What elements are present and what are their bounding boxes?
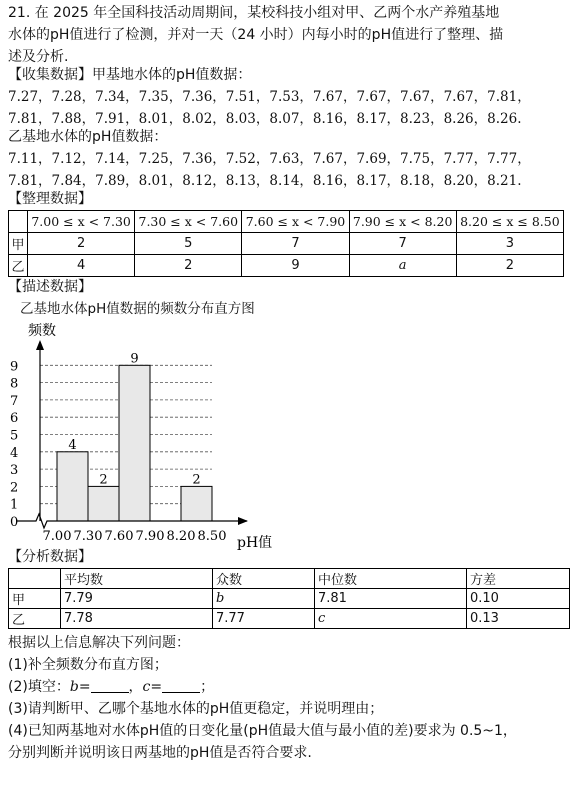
statistics-table xyxy=(8,568,570,629)
column-header: 中位数 xyxy=(315,569,467,589)
blank-b-input[interactable] xyxy=(91,678,129,693)
table-cell-unknown-b: b xyxy=(213,589,315,609)
describe-heading: 【描述数据】 xyxy=(8,279,92,295)
semicolon: ； xyxy=(200,679,215,695)
question-3: (3)请判断甲、乙哪个基地水体的pH值更稳定，并说明理由； xyxy=(8,701,384,717)
table-cell-unknown-c: c xyxy=(315,609,467,629)
table-cell: 9 xyxy=(242,255,349,277)
table-cell: 0.10 xyxy=(467,589,570,609)
question-1: (1)补全频数分布直方图； xyxy=(8,657,168,673)
x-tick-label: 7.60 xyxy=(104,529,134,544)
interval-header: 7.90 ≤ x < 8.20 xyxy=(349,211,456,233)
x-axis-arrow xyxy=(238,517,248,525)
y-tick-label: 5 xyxy=(10,428,19,444)
stem-line-1: 21. 在 2025 年全国科技活动周期间，某校科技小组对甲、乙两个水产养殖基地 xyxy=(8,5,500,21)
table-corner-cell xyxy=(9,569,61,589)
table-cell: 4 xyxy=(28,255,135,277)
histogram-bar xyxy=(119,365,150,521)
table-cell: 2 xyxy=(135,255,242,277)
interval-header: 7.00 ≤ x < 7.30 xyxy=(28,211,135,233)
var-c: c xyxy=(142,679,151,695)
table-cell: 2 xyxy=(28,233,135,255)
comma: ， xyxy=(128,679,143,695)
table-cell: 7 xyxy=(242,233,349,255)
table-cell: 7.77 xyxy=(213,609,315,629)
x-axis-label: pH值 xyxy=(237,535,273,551)
equals-sign: = xyxy=(78,679,91,695)
row-label: 甲 xyxy=(9,233,28,255)
y-tick-label: 9 xyxy=(10,359,19,375)
table-cell: 7.79 xyxy=(61,589,213,609)
column-header: 平均数 xyxy=(61,569,213,589)
table-row-yi xyxy=(9,255,564,277)
y-tick-label: 3 xyxy=(10,463,19,479)
x-tick-label: 8.20 xyxy=(166,529,196,544)
y-tick-label: 4 xyxy=(10,445,19,461)
interval-header: 7.60 ≤ x < 7.90 xyxy=(242,211,349,233)
blank-c-input[interactable] xyxy=(162,678,200,693)
x-tick-label: 7.90 xyxy=(135,529,165,544)
table-cell: 5 xyxy=(135,233,242,255)
interval-header: 7.30 ≤ x < 7.60 xyxy=(135,211,242,233)
column-header: 方差 xyxy=(467,569,570,589)
x-tick-label: 8.50 xyxy=(197,529,227,544)
bar-value-label: 2 xyxy=(192,472,201,488)
row-label: 乙 xyxy=(9,609,61,629)
bar-value-label: 4 xyxy=(68,437,77,453)
column-header: 众数 xyxy=(213,569,315,589)
chart-title: 乙基地水体pH值数据的频数分布直方图 xyxy=(20,301,255,317)
y-axis-label: 频数 xyxy=(28,323,56,339)
data-a-row-1: 7.27，7.28，7.34，7.35，7.36，7.51，7.53，7.67，7.67，7.67，7.67，7.81， xyxy=(8,89,531,105)
y-axis-arrow xyxy=(36,340,44,350)
y-tick-label: 1 xyxy=(10,497,19,513)
histogram-chart xyxy=(0,312,300,562)
question-4-line-1: (4)已知两基地对水体pH值的日变化量(pH值最大值与最小值的差)要求为 0.5~1， xyxy=(8,723,517,739)
table-cell-unknown-a: a xyxy=(349,255,456,277)
question-2 xyxy=(8,676,214,698)
analyze-heading: 【分析数据】 xyxy=(8,549,92,565)
stem-line-3: 述及分析. xyxy=(8,49,69,65)
data-a-row-2: 7.81，7.88，7.91，8.01，8.02，8.03，8.07，8.16，8.17，8.23，8.26，8.26. xyxy=(8,111,522,127)
table-cell: 7 xyxy=(349,233,456,255)
y-tick-label: 6 xyxy=(10,411,19,427)
organize-heading: 【整理数据】 xyxy=(8,191,92,207)
question-4-line-2: 分别判断并说明该日两基地的pH值是否符合要求. xyxy=(8,745,312,761)
table-cell: 0.13 xyxy=(467,609,570,629)
questions-intro: 根据以上信息解决下列问题： xyxy=(8,635,190,651)
table-cell: 7.81 xyxy=(315,589,467,609)
histogram-bar xyxy=(181,486,212,521)
y-tick-label: 2 xyxy=(10,480,19,496)
histogram-bar xyxy=(57,452,88,521)
interval-header: 8.20 ≤ x ≤ 8.50 xyxy=(456,211,563,233)
row-label: 甲 xyxy=(9,589,61,609)
question-2-prefix: (2)填空： xyxy=(8,679,70,695)
collect-heading-b: 乙基地水体的pH值数据： xyxy=(8,129,168,145)
y-tick-label: 7 xyxy=(10,393,19,409)
table-row-jia xyxy=(9,589,570,609)
stem-line-2: 水体的pH值进行了检测，并对一天（24 小时）内每小时的pH值进行了整理、描 xyxy=(8,27,504,43)
frequency-table xyxy=(8,210,564,277)
y-tick-label: 8 xyxy=(10,376,19,392)
bar-value-label: 9 xyxy=(130,351,139,367)
table-corner-cell xyxy=(9,211,28,233)
table-cell: 7.78 xyxy=(61,609,213,629)
collect-heading-a: 【收集数据】甲基地水体的pH值数据： xyxy=(8,67,252,83)
x-tick-label: 7.00 xyxy=(42,529,72,544)
row-label: 乙 xyxy=(9,255,28,277)
table-cell: 3 xyxy=(456,233,563,255)
statistics-table-header xyxy=(9,569,570,589)
y-tick-label: 0 xyxy=(10,515,19,530)
table-row-yi xyxy=(9,609,570,629)
table-cell: 2 xyxy=(456,255,563,277)
histogram-bar xyxy=(88,486,119,521)
var-b: b xyxy=(69,679,79,695)
table-row-jia xyxy=(9,233,564,255)
frequency-table-header xyxy=(9,211,564,233)
x-tick-label: 7.30 xyxy=(73,529,103,544)
data-b-row-2: 7.81，7.84，7.89，8.01，8.12，8.13，8.14，8.16，8.17，8.18，8.20，8.21. xyxy=(8,173,522,189)
data-b-row-1: 7.11，7.12，7.14，7.25，7.36，7.52，7.63，7.67，7.69，7.75，7.77，7.77， xyxy=(8,151,531,167)
equals-sign: = xyxy=(150,679,163,695)
bar-value-label: 2 xyxy=(99,472,108,488)
